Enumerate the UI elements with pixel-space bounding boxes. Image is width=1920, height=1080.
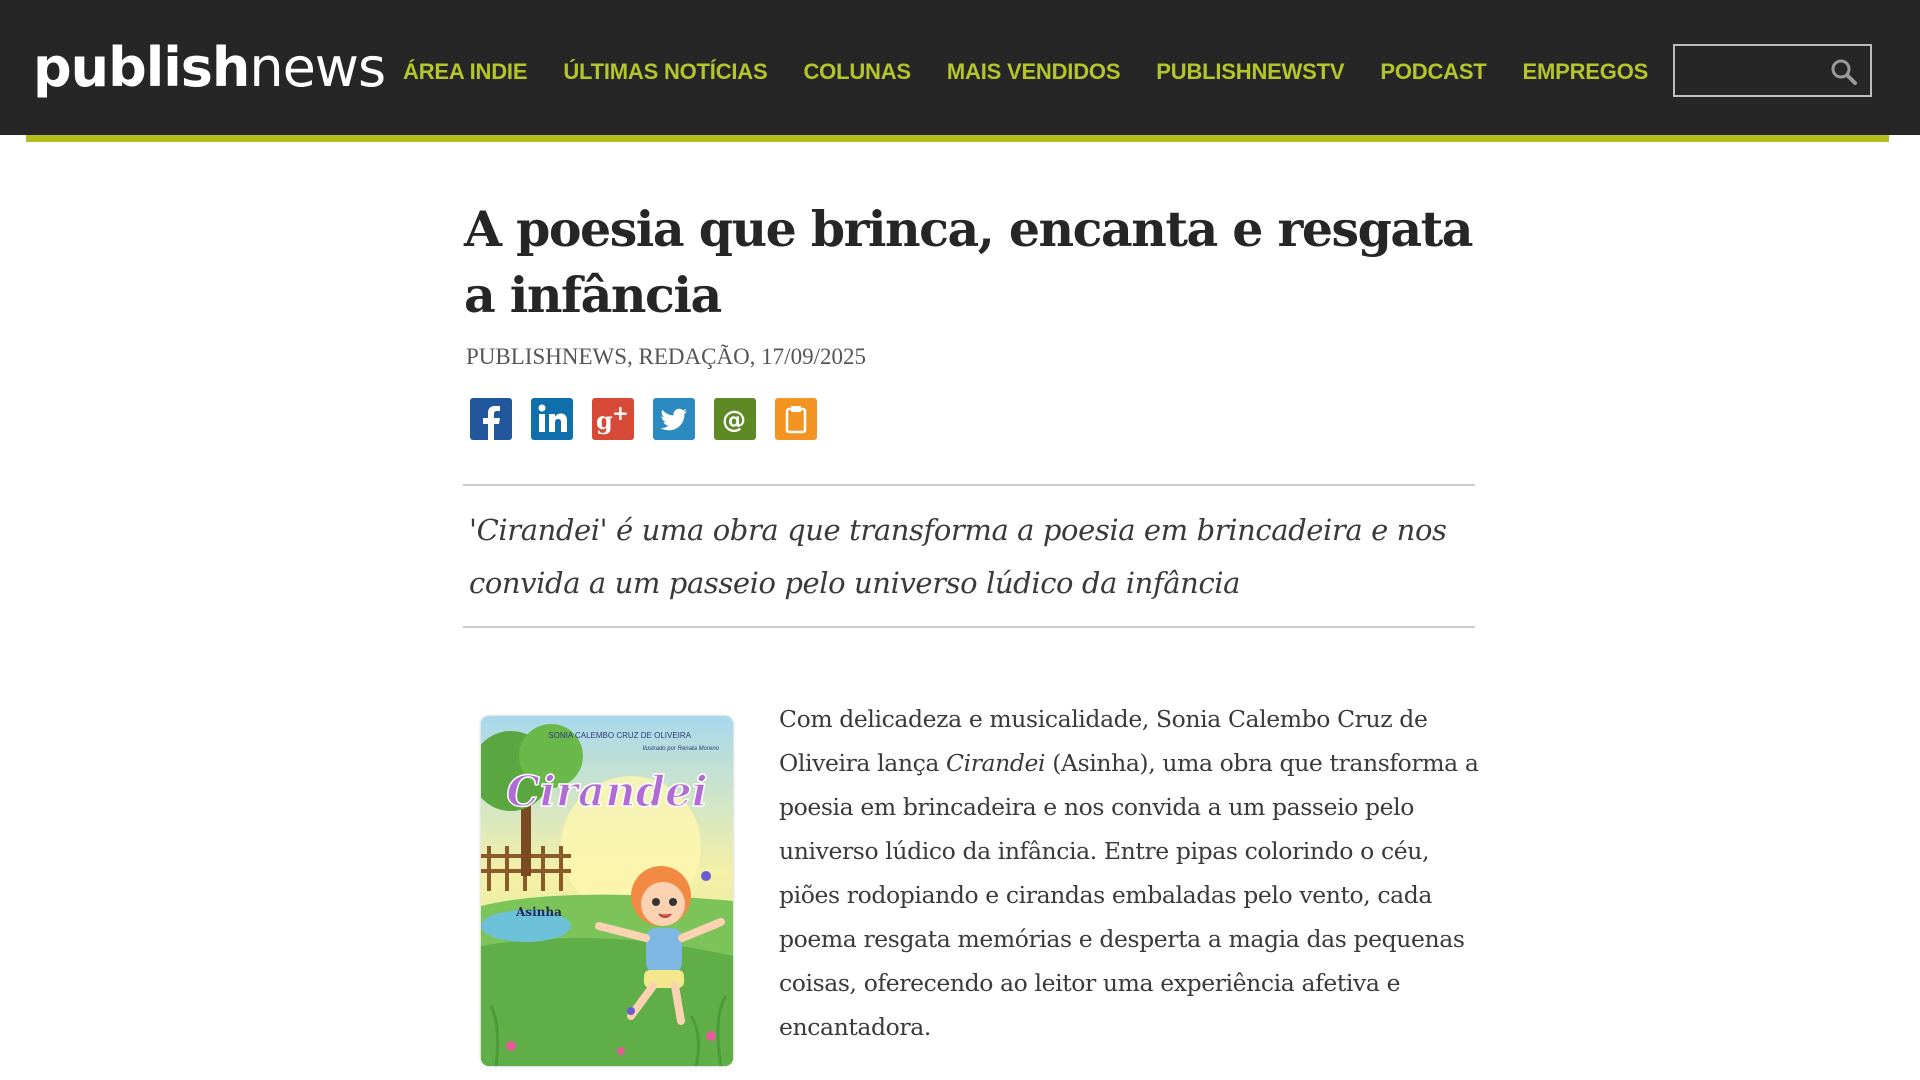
svg-text:g: g — [596, 406, 613, 435]
cover-title-text: Cirandei — [506, 767, 708, 816]
divider — [463, 484, 1475, 486]
article-body — [779, 697, 1479, 1049]
cover-illustrator-text: Ilustrado por Renata Moreno — [642, 746, 719, 752]
facebook-icon — [470, 398, 512, 440]
linkedin-icon — [531, 398, 573, 440]
nav-item-ultimas-noticias[interactable]: ÚLTIMAS NOTÍCIAS — [563, 59, 768, 84]
cover-publisher-text: Asinha — [516, 905, 562, 919]
site-logo[interactable] — [33, 28, 385, 108]
share-bar — [470, 398, 836, 440]
article-subheadline: 'Cirandei' é uma obra que transforma a poesia em brincadeira e nos convida a um passeio pelo universo lúdico da infância — [469, 513, 1447, 600]
email-icon — [714, 398, 756, 440]
cover-author-text: SONIA CALEMBO CRUZ DE OLIVEIRA — [548, 731, 691, 740]
search-box — [1673, 44, 1872, 97]
share-facebook-button[interactable] — [470, 398, 512, 440]
google-plus-icon — [592, 398, 634, 440]
article-byline: PUBLISHNEWS, REDAÇÃO, 17/09/2025 — [466, 344, 866, 369]
svg-text:@: @ — [722, 406, 746, 434]
search-input[interactable] — [1681, 52, 1821, 90]
logo-light-part: news — [249, 36, 386, 99]
nav-item-colunas[interactable]: COLUNAS — [803, 59, 911, 84]
share-google-plus-button[interactable] — [592, 398, 634, 440]
search-icon[interactable] — [1830, 58, 1858, 86]
main-nav — [403, 52, 1648, 92]
nav-item-area-indie[interactable]: ÁREA INDIE — [403, 59, 528, 84]
clipboard-icon — [775, 398, 817, 440]
body-text-part: (Asinha), uma obra que transforma a poesia em brincadeira e nos convida a um passeio pelo universo lúdico da infância. Entre pipas colorindo o céu, piões rodopiando e cirandas embaladas pelo vento, cada poema resgata memórias e desperta a magia das pequenas coisas, oferecendo ao leitor uma experiência afetiva e encantadora. — [779, 749, 1479, 1041]
logo-bold-part: publish — [33, 36, 250, 99]
share-linkedin-button[interactable] — [531, 398, 573, 440]
body-text-part: Com delicadeza e musicalidade, Sonia Calembo Cruz de Oliveira lança — [779, 705, 1428, 777]
svg-text:+: + — [612, 401, 629, 425]
nav-item-empregos[interactable]: EMPREGOS — [1522, 59, 1649, 84]
share-twitter-button[interactable] — [653, 398, 695, 440]
divider — [463, 626, 1475, 628]
nav-item-publishnewstv[interactable]: PUBLISHNEWSTV — [1156, 59, 1345, 84]
share-email-button[interactable] — [714, 398, 756, 440]
nav-item-podcast[interactable]: PODCAST — [1380, 59, 1487, 84]
site-header — [0, 0, 1920, 135]
article-headline: A poesia que brinca, encanta e resgata a infância — [464, 200, 1473, 324]
nav-item-mais-vendidos[interactable]: MAIS VENDIDOS — [946, 59, 1121, 84]
book-title: Cirandei — [946, 749, 1046, 777]
twitter-icon — [653, 398, 695, 440]
header-accent-line — [26, 135, 1889, 142]
share-copy-button[interactable] — [775, 398, 817, 440]
book-cover-image — [481, 716, 733, 1066]
